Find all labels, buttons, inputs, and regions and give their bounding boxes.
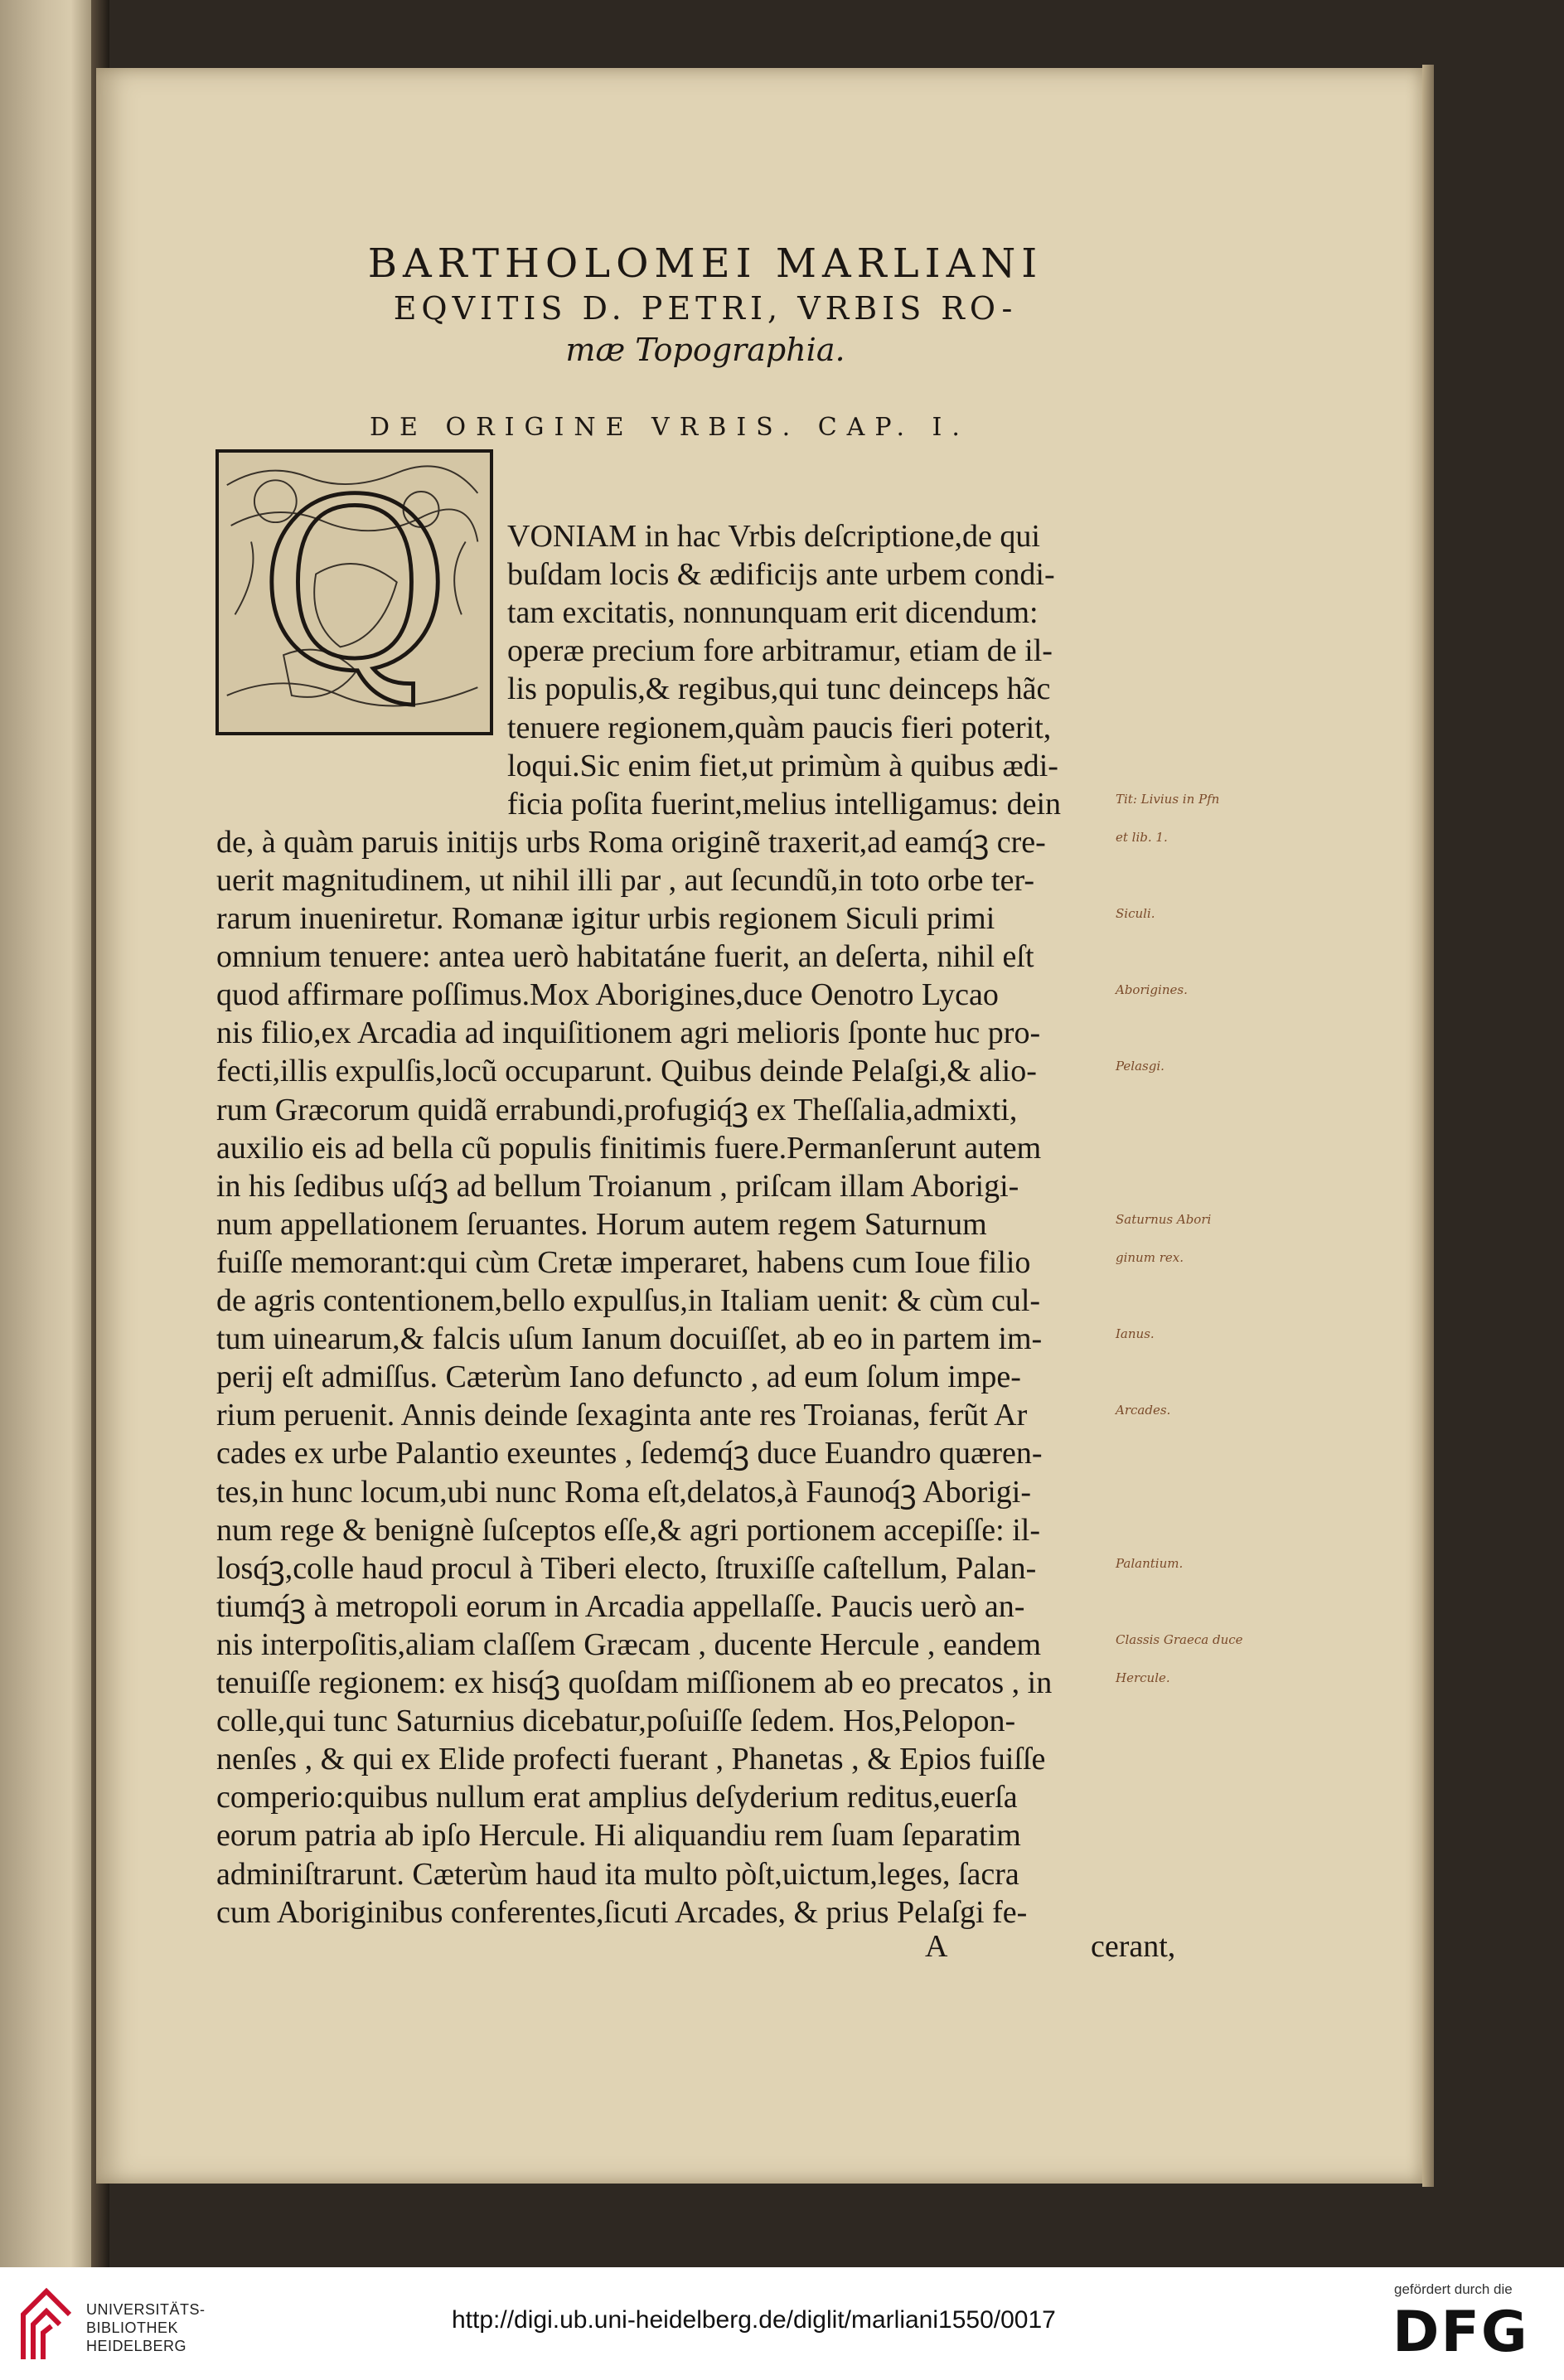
margin-note: Aborigines. bbox=[1116, 982, 1188, 998]
initial-letter: Q bbox=[258, 453, 452, 723]
text-line: tenuiſſe regionem: ex hisq́ꝫ quoſdam miſſionem ab eo precatos , in bbox=[216, 1665, 1053, 1700]
title-work: mæ Topographia. bbox=[565, 332, 845, 368]
text-line: comperio:quibus nullum erat amplius deſyderium reditus,euerſa bbox=[216, 1780, 1018, 1815]
margin-note: Hercule. bbox=[1116, 1670, 1170, 1685]
left-page-edge bbox=[0, 0, 101, 2267]
text-line: de agris contentionem,bello expulſus,in Italiam uenit: & cùm cul- bbox=[216, 1283, 1041, 1318]
margin-note: Palantium. bbox=[1116, 1555, 1184, 1571]
permalink-url[interactable]: http://digi.ub.uni-heidelberg.de/diglit/marliani1550/0017 bbox=[452, 2306, 1056, 2334]
text-line: fuiſſe memorant:qui cùm Cretæ imperaret, habens cum Ioue filio bbox=[216, 1244, 1031, 1280]
text-line: losq́ꝫ,colle haud procul à Tiberi electo, ſtruxiſſe caſtellum, Palan- bbox=[216, 1550, 1037, 1586]
text-line: uerit magnitudinem, ut nihil illi par , aut ſecundũ,in toto orbe ter- bbox=[216, 862, 1035, 898]
text-line: loqui.Sic enim fiet,ut primùm à quibus ædi- bbox=[507, 748, 1058, 783]
text-line: num rege & benignè ſuſceptos eſſe,& agri portionem accepiſſe: il- bbox=[216, 1512, 1040, 1548]
text-line: tes,in hunc locum,ubi nunc Roma eſt,delatos,à Faunoq́ꝫ Aborigi- bbox=[216, 1474, 1031, 1510]
dfg-logo: DFG bbox=[1392, 2300, 1529, 2365]
text-line: cum Aboriginibus conferentes,ſicuti Arcades, & prius Pelaſgi fe- bbox=[216, 1894, 1028, 1930]
text-line: quod affirmare poſſimus.Mox Aborigines,duce Oenotro Lycao bbox=[216, 977, 999, 1013]
text-line: perij eſt admiſſus. Cæterùm Iano defuncto , ad eum ſolum impe- bbox=[216, 1360, 1021, 1395]
text-line: fecti,illis expulſis,locũ occuparunt. Quibus deinde Pelaſgi,& alio- bbox=[216, 1054, 1037, 1089]
text-line: eorum patria ab ipſo Hercule. Hi aliquandiu rem ſuam ſeparatim bbox=[216, 1818, 1021, 1854]
text-line: de, à quàm paruis initijs urbs Roma originẽ traxerit,ad eamq́ꝫ cre- bbox=[216, 824, 1046, 860]
text-line: operæ precium fore arbitramur, etiam de il- bbox=[507, 633, 1053, 669]
margin-note: Pelasgi. bbox=[1116, 1059, 1165, 1074]
text-line: tum uinearum,& falcis uſum Ianum docuiſſet, ab eo in partem im- bbox=[216, 1321, 1043, 1357]
text-line: adminiſtrarunt. Cæterùm haud ita multo pòſt,uictum,leges, ſacra bbox=[216, 1856, 1019, 1892]
right-page-edge bbox=[1422, 65, 1434, 2187]
title-author: BARTHOLOMEI MARLIANI bbox=[367, 240, 1043, 287]
woodcut-illustration-icon bbox=[219, 453, 490, 732]
margin-note: ginum rex. bbox=[1116, 1249, 1184, 1265]
margin-note: Siculi. bbox=[1116, 906, 1155, 921]
text-line: ficia poſita fuerint,melius intelligamus: dein bbox=[507, 786, 1062, 822]
text-line: lis populis,& regibus,qui tunc deinceps hãc bbox=[507, 671, 1051, 707]
catchword: cerant, bbox=[1091, 1929, 1176, 1964]
text-line: nenſes , & qui ex Elide profecti fuerant , Phanetas , & Epios fuiſſe bbox=[216, 1742, 1046, 1777]
text-line: nis interpoſitis,aliam claſſem Græcam , ducente Hercule , eandem bbox=[216, 1626, 1042, 1662]
text-line: in his ſedibus uſq́ꝫ ad bellum Troianum , priſcam illam Aborigi- bbox=[216, 1168, 1019, 1204]
funded-by-label: gefördert durch die bbox=[1394, 2281, 1513, 2297]
library-name-line2: BIBLIOTHEK bbox=[86, 2319, 179, 2336]
text-line: omnium tenuere: antea uerò habitatáne fuerit, an deſerta, nihil eſt bbox=[216, 939, 1034, 975]
margin-note: Tit: Livius in Pfn bbox=[1116, 791, 1220, 807]
text-line: auxilio eis ad bella cũ populis finitimis fuere.Permanſerunt autem bbox=[216, 1130, 1042, 1166]
title-subtitle: EQVITIS D. PETRI, VRBIS RO- bbox=[393, 290, 1018, 327]
margin-note: Saturnus Abori bbox=[1116, 1211, 1212, 1227]
book-page bbox=[96, 68, 1422, 2184]
margin-note: et lib. 1. bbox=[1116, 829, 1168, 845]
text-line: buſdam locis & ædificijs ante urbem condi- bbox=[507, 557, 1055, 593]
woodcut-initial-q bbox=[215, 449, 493, 735]
chapter-heading: DE ORIGINE VRBIS. CAP. I. bbox=[370, 413, 970, 442]
text-line: nis filio,ex Arcadia ad inquiſitionem agri melioris ſponte huc pro- bbox=[216, 1015, 1041, 1051]
text-line: VONIAM in hac Vrbis deſcriptione,de qui bbox=[507, 519, 1040, 554]
library-name-line3: HEIDELBERG bbox=[86, 2338, 187, 2354]
text-line: rarum inueniretur. Romanæ igitur urbis regionem Siculi primi bbox=[216, 901, 995, 936]
signature-mark: A bbox=[925, 1929, 948, 1964]
text-line: tam excitatis, nonnunquam erit dicendum: bbox=[507, 595, 1039, 631]
text-line: colle,qui tunc Saturnius dicebatur,poſuiſſe ſedem. Hos,Pelopon- bbox=[216, 1704, 1016, 1739]
text-line: rium peruenit. Annis deinde ſexaginta ante res Troianas, ferũt Ar bbox=[216, 1398, 1028, 1433]
heidelberg-library-logo-icon bbox=[18, 2281, 75, 2364]
text-line: cades ex urbe Palantio exeuntes , ſedemq́ꝫ duce Euandro quæren- bbox=[216, 1436, 1043, 1471]
library-name-line1: UNIVERSITÄTS- bbox=[86, 2301, 206, 2318]
text-line: num appellationem ſeruantes. Horum autem regem Saturnum bbox=[216, 1206, 987, 1242]
text-line: tenuere regionem,quàm paucis fieri poterit, bbox=[507, 710, 1052, 745]
margin-note: Arcades. bbox=[1116, 1403, 1171, 1418]
text-line: tiumq́ꝫ à metropoli eorum in Arcadia appellaſſe. Paucis uerò an- bbox=[216, 1588, 1025, 1624]
margin-note: Ianus. bbox=[1116, 1326, 1155, 1342]
text-line: rum Græcorum quidã errabundi,profugiq́ꝫ ex Theſſalia,admixti, bbox=[216, 1092, 1018, 1127]
margin-note: Classis Graeca duce bbox=[1116, 1631, 1243, 1647]
